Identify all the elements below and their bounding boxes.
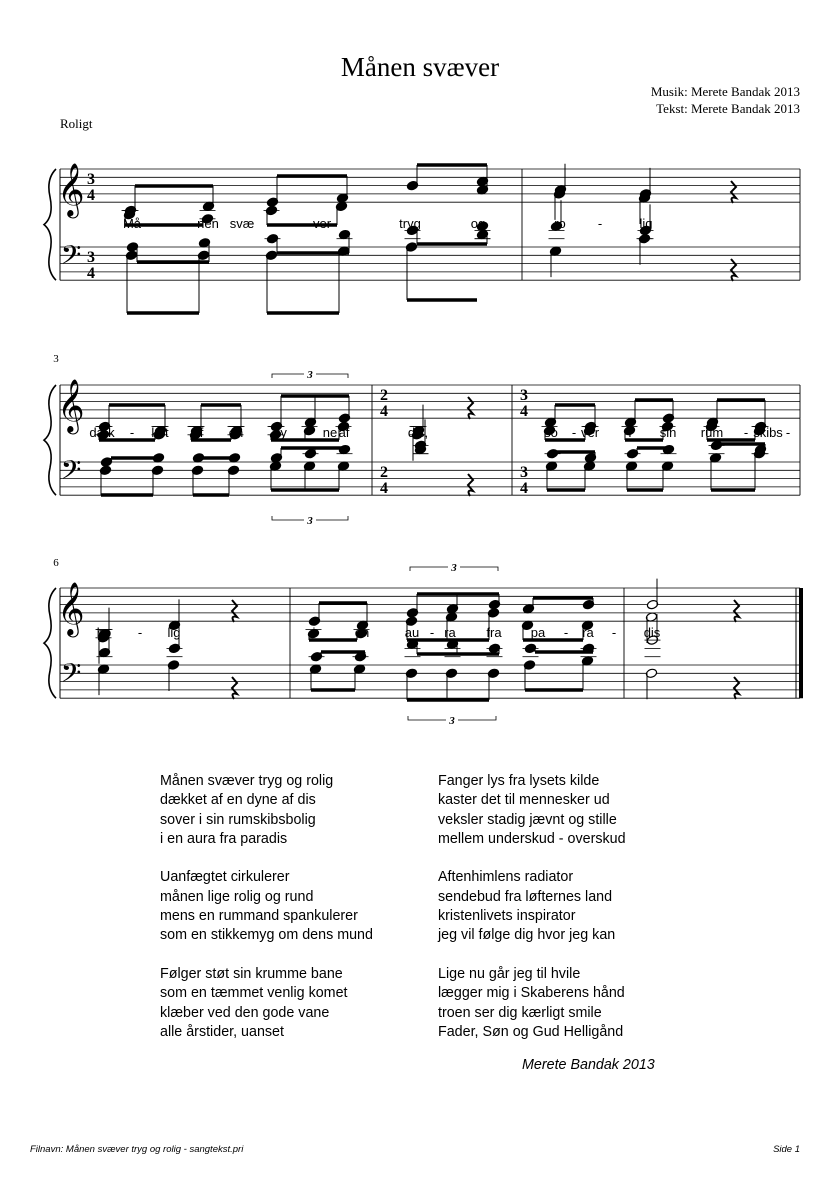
stanza-line: Følger støt sin krumme bane — [160, 965, 343, 982]
stanzas-right-column — [438, 772, 626, 1061]
quarter-rest — [731, 181, 736, 203]
lyric-syllable: ra — [582, 625, 594, 640]
stanza-line: Fanger lys fra lysets kilde — [438, 773, 600, 789]
time-signature-numerator: 3 — [87, 249, 95, 266]
bass-clef: 𝄢 — [60, 239, 82, 277]
lyric-syllable: lig — [167, 625, 181, 640]
tuplet-number: 3 — [307, 369, 313, 381]
footer-filename: Filnavn: Månen svæver tryg og rolig - sangtekst.pri — [30, 1144, 244, 1155]
quarter-rest — [232, 600, 237, 622]
stanza-line: Lige nu går jeg til hvile — [438, 965, 581, 982]
lyric-syllable: i — [628, 425, 632, 440]
lyric-hyphen: - — [597, 216, 603, 231]
lyric-syllable: ket — [151, 425, 169, 440]
treble-clef: 𝄞 — [57, 581, 85, 635]
tuplet-number: 3 — [307, 515, 313, 527]
stanza-line: klæber ved den gode vane — [160, 1004, 330, 1021]
stanza-line: kaster det til mennesker ud — [438, 792, 610, 809]
lyric-hyphen: - — [303, 425, 309, 440]
bass-clef: 𝄢 — [60, 454, 82, 492]
tuplet-number: 3 — [449, 715, 455, 727]
lyric-syllable: en — [354, 625, 370, 640]
time-signature-denominator: 4 — [380, 403, 388, 420]
text-credit: Tekst: Merete Bandak 2013 — [656, 101, 800, 116]
footer-page-number: Side 1 — [773, 1144, 800, 1155]
lyric-syllable: dis — [643, 625, 661, 640]
time-signature-denominator: 4 — [87, 265, 95, 282]
stanza — [160, 772, 373, 849]
lyric-hyphen: - — [429, 625, 435, 640]
lyric-syllable: af — [192, 425, 204, 440]
author-signature: Merete Bandak 2013 — [522, 1057, 655, 1073]
measure-number: 3 — [53, 353, 59, 365]
staff-brace — [44, 588, 56, 698]
stanza-line: dækket af en dyne af dis — [160, 792, 316, 809]
quarter-rest — [731, 259, 736, 281]
treble-clef: 𝄞 — [57, 378, 85, 432]
lyric-syllable: lig — [639, 216, 653, 231]
lyric-syllable: skibs — [753, 425, 783, 440]
staff-brace — [44, 169, 56, 280]
lyric-hyphen: - — [265, 216, 271, 231]
lyric-syllable: ro — [554, 216, 566, 231]
quarter-rest — [734, 677, 739, 699]
quarter-rest — [734, 600, 739, 622]
music-credit: Musik: Merete Bandak 2013 — [650, 84, 800, 99]
measure-number: 6 — [53, 557, 59, 569]
stanzas-left-column — [160, 772, 373, 1061]
tempo-marking: Roligt — [60, 116, 93, 131]
lyric-syllable: Må — [122, 216, 142, 231]
quarter-rest — [468, 397, 473, 419]
lyric-syllable: so — [544, 425, 558, 440]
stanza-line: lægger mig i Skaberens hånd — [438, 985, 625, 1002]
tuplet-number: 3 — [451, 562, 457, 574]
staff-brace — [44, 385, 56, 495]
stanza — [160, 965, 373, 1042]
lyric-syllable: tryg — [399, 216, 421, 231]
stanza-line: som en tæmmet venlig komet — [160, 985, 348, 1002]
time-signature-numerator: 3 — [520, 464, 528, 481]
lyric-hyphen: - — [169, 216, 175, 231]
lyric-syllable: pa — [530, 625, 546, 640]
lyric-syllable: i — [312, 625, 316, 640]
lyric-syllable: ne — [322, 425, 338, 440]
lyric-hyphen: - — [785, 425, 791, 440]
lyric-syllable: ver — [312, 216, 332, 231]
time-signature-denominator: 4 — [87, 187, 95, 204]
bass-clef: 𝄢 — [60, 657, 82, 695]
lyric-syllable: sin — [659, 425, 677, 440]
quarter-rest — [468, 474, 473, 496]
stanza-line: Aftenhimlens radiator — [438, 869, 574, 886]
stanza-line: som en stikkemyg om dens mund — [160, 927, 373, 944]
lyric-syllable: ra — [444, 625, 456, 640]
stanza-line: Fader, Søn og Gud Helligånd — [438, 1023, 624, 1040]
stanza-line: månen lige rolig og rund — [160, 888, 314, 905]
stanza — [438, 965, 626, 1042]
time-signature-denominator: 4 — [520, 403, 528, 420]
lyric-hyphen: - — [137, 625, 143, 640]
stanza — [160, 868, 373, 945]
stanza-line: sendebud fra løfternes land — [438, 888, 613, 905]
time-signature-numerator: 2 — [380, 464, 388, 481]
time-signature-denominator: 4 — [520, 480, 528, 497]
time-signature-denominator: 4 — [380, 480, 388, 497]
lyric-syllable: dæk — [89, 425, 115, 440]
song-title: Månen svæver — [340, 52, 500, 82]
lyric-hyphen: - — [571, 425, 577, 440]
time-signature-numerator: 3 — [520, 387, 528, 404]
lyric-hyphen: - — [743, 425, 749, 440]
time-signature-numerator: 3 — [87, 171, 95, 188]
stanza-line: veksler stadig jævnt og stille — [438, 811, 617, 828]
stanza-line: troen ser dig kærligt smile — [438, 1004, 602, 1021]
stanza-line: jeg vil følge dig hvor jeg kan — [438, 927, 616, 944]
lyric-syllable: dy — [273, 425, 287, 440]
stanza-line: Uanfægtet cirkulerer — [160, 869, 290, 886]
lyric-syllable: og — [470, 216, 486, 231]
lyric-syllable: af — [338, 425, 350, 440]
lyric-syllable: dis, — [407, 425, 429, 440]
lyric-hyphen: - — [129, 425, 135, 440]
lyric-syllable: au — [404, 625, 420, 640]
time-signature-numerator: 2 — [380, 387, 388, 404]
lyric-syllable: fra — [486, 625, 502, 640]
lyric-syllable: svæ — [229, 216, 255, 231]
stanza-line: mens en rummand spankulerer — [160, 908, 358, 925]
stanza-line: i en aura fra paradis — [160, 830, 288, 847]
stanza — [438, 868, 626, 945]
stanza — [438, 772, 626, 849]
lyric-hyphen: - — [611, 625, 617, 640]
quarter-rest — [232, 677, 237, 699]
lyric-syllable: ver — [580, 425, 600, 440]
lyric-hyphen: - — [563, 625, 569, 640]
lyric-syllable: rum — [700, 425, 724, 440]
lyric-syllable: bo — [96, 625, 112, 640]
stanza-line: mellem underskud - overskud — [438, 830, 626, 847]
stanza-line: kristenlivets inspirator — [438, 908, 576, 925]
lyric-syllable: en — [228, 425, 244, 440]
stanza-line: Månen svæver tryg og rolig — [160, 773, 334, 789]
stanza-line: sover i sin rumskibsbolig — [160, 811, 316, 828]
treble-clef: 𝄞 — [57, 162, 85, 216]
stanza-line: alle årstider, uanset — [160, 1023, 284, 1040]
lyric-syllable: nen — [197, 216, 219, 231]
